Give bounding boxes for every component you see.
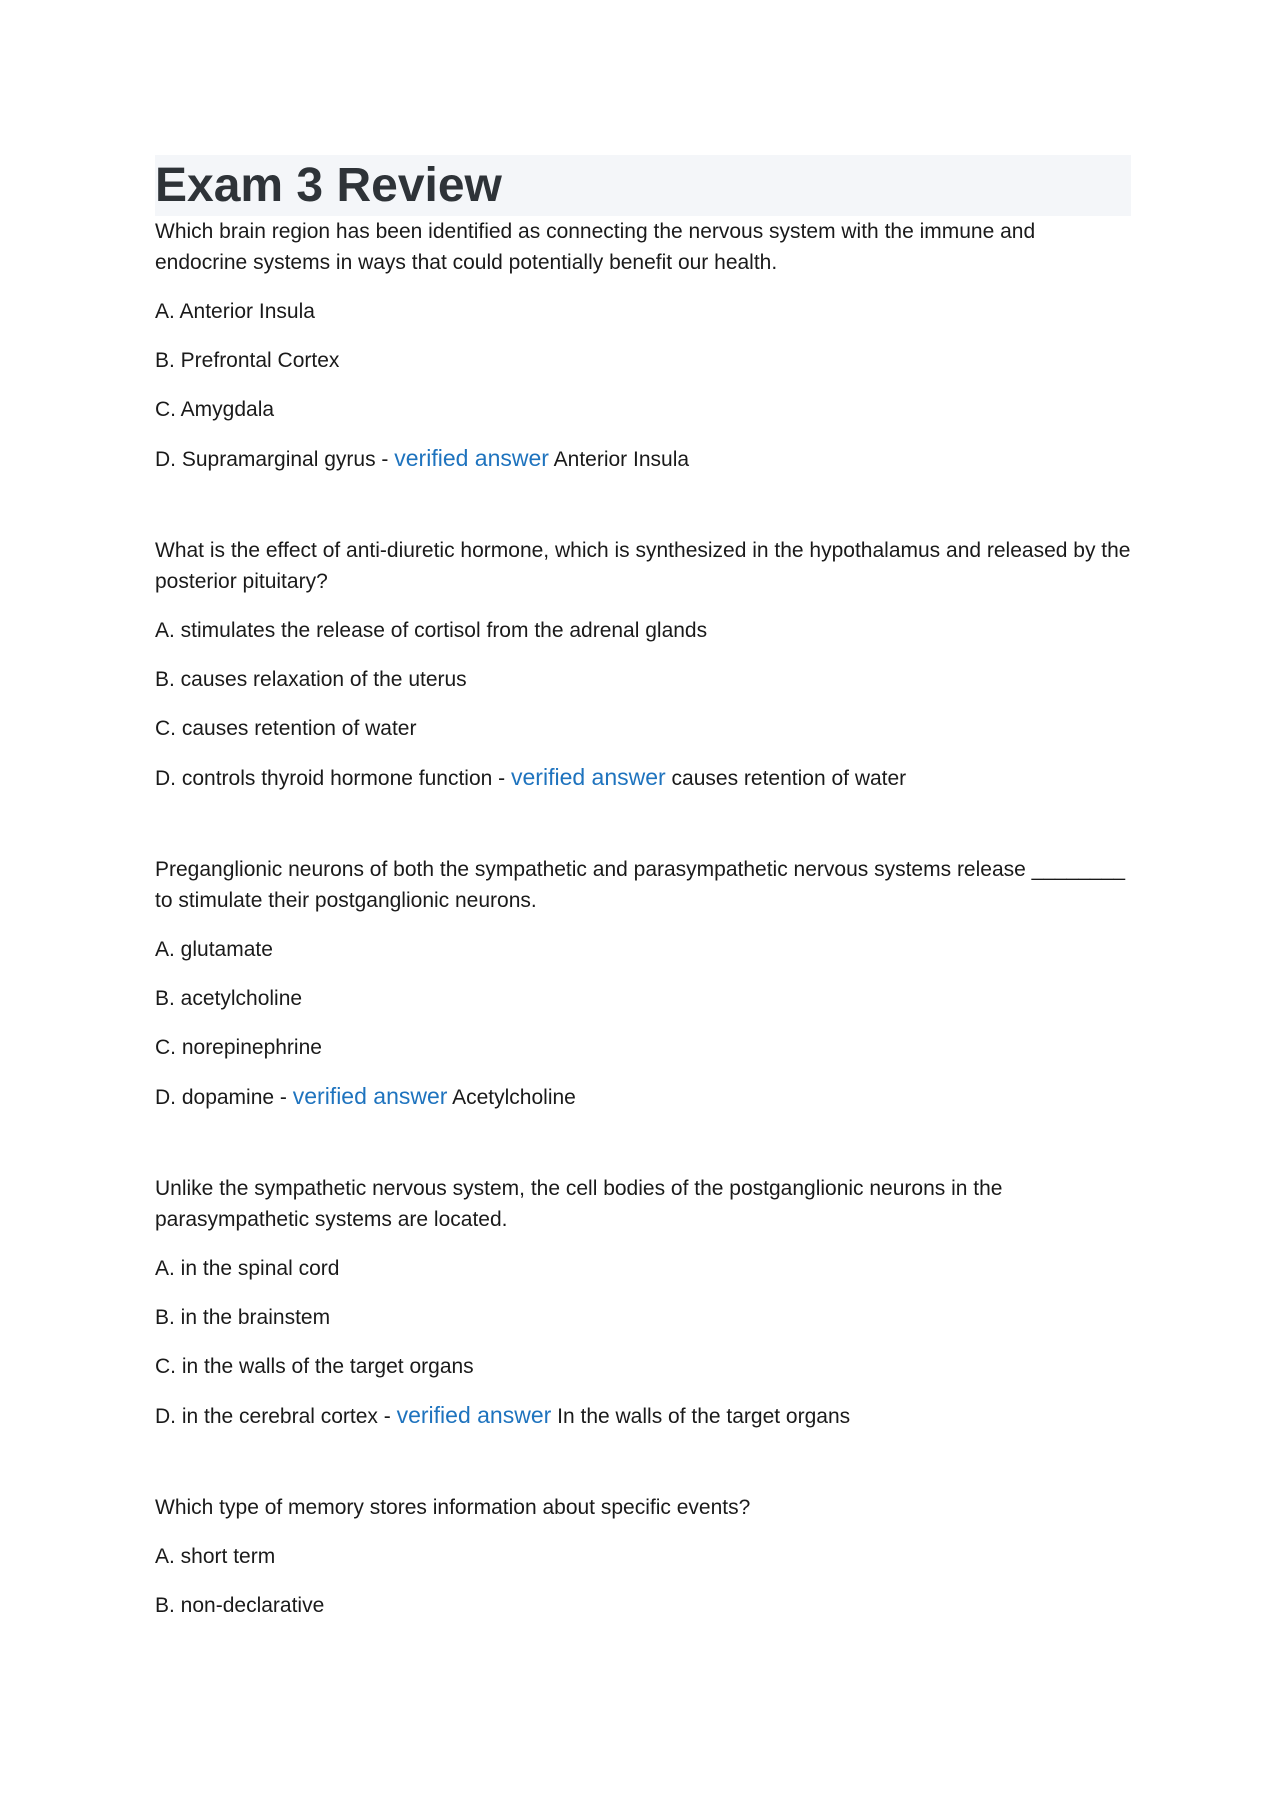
option-label: B. acetylcholine: [155, 987, 303, 1010]
question-spacer: [155, 1450, 1131, 1492]
verified-answer-label: verified answer: [396, 1402, 552, 1428]
verified-answer-label: verified answer: [394, 445, 549, 471]
option-label: A. Anterior Insula: [155, 300, 315, 323]
option-label: D. dopamine: [155, 1086, 275, 1109]
answer-option: [155, 345, 1131, 376]
verified-answer-label: verified answer: [292, 1083, 448, 1109]
title-bar: [155, 155, 1131, 216]
answer-option: [155, 713, 1131, 744]
question-list: [155, 216, 1131, 1621]
answer-option: [155, 983, 1131, 1014]
question-text: Preganglionic neurons of both the sympathetic and parasympathetic nervous systems release ________ to stimulate their postganglionic neurons.: [155, 858, 1126, 912]
question-text: Which type of memory stores information about specific events?: [155, 1496, 751, 1519]
option-label: B. non-declarative: [155, 1594, 325, 1617]
answer-option: [155, 394, 1131, 425]
option-label: C. norepinephrine: [155, 1036, 322, 1059]
question-block: [155, 854, 1131, 1113]
correct-answer: Anterior Insula: [553, 448, 690, 471]
question-spacer: [155, 812, 1131, 854]
correct-answer: Acetylcholine: [452, 1086, 576, 1109]
option-label: A. in the spinal cord: [155, 1257, 340, 1280]
answer-option: [155, 934, 1131, 965]
verified-answer-label: verified answer: [511, 764, 666, 790]
answer-option: [155, 1302, 1131, 1333]
correct-answer: causes retention of water: [671, 767, 907, 790]
answer-option: [155, 1590, 1131, 1621]
answer-separator: -: [375, 448, 395, 471]
answer-option: [155, 1541, 1131, 1572]
option-label: C. in the walls of the target organs: [155, 1355, 474, 1378]
answer-option: [155, 1253, 1131, 1284]
page-title: Exam 3 Review: [155, 159, 502, 212]
answer-option: [155, 443, 1131, 475]
question-text: What is the effect of anti-diuretic hormone, which is synthesized in the hypothalamus and released by the posterior pituitary?: [155, 539, 1131, 593]
answer-option: [155, 1351, 1131, 1382]
option-label: B. in the brainstem: [155, 1306, 331, 1329]
answer-option: [155, 296, 1131, 327]
answer-option: [155, 1081, 1131, 1113]
option-label: D. in the cerebral cortex: [155, 1405, 378, 1428]
option-label: B. Prefrontal Cortex: [155, 349, 340, 372]
answer-option: [155, 762, 1131, 794]
document-page: [155, 155, 1131, 1639]
option-label: D. Supramarginal gyrus: [155, 448, 376, 471]
option-label: C. causes retention of water: [155, 717, 417, 740]
option-label: C. Amygdala: [155, 398, 275, 421]
answer-option: [155, 1032, 1131, 1063]
question-spacer: [155, 493, 1131, 535]
correct-answer: In the walls of the target organs: [557, 1405, 851, 1428]
question-block: [155, 535, 1131, 794]
answer-separator: -: [274, 1086, 293, 1109]
answer-separator: -: [377, 1405, 397, 1428]
question-block: [155, 1173, 1131, 1432]
question-spacer: [155, 1131, 1131, 1173]
option-label: A. short term: [155, 1545, 276, 1568]
option-label: A. glutamate: [155, 938, 273, 961]
answer-option: [155, 1400, 1131, 1432]
option-label: D. controls thyroid hormone function: [155, 767, 493, 790]
answer-option: [155, 615, 1131, 646]
option-label: B. causes relaxation of the uterus: [155, 668, 467, 691]
question-block: [155, 216, 1131, 475]
option-label: A. stimulates the release of cortisol from the adrenal glands: [155, 619, 708, 642]
answer-separator: -: [492, 767, 512, 790]
question-block: [155, 1492, 1131, 1621]
question-text: Unlike the sympathetic nervous system, the cell bodies of the postganglionic neurons in the parasympathetic systems are located.: [155, 1177, 1003, 1231]
question-text: Which brain region has been identified as connecting the nervous system with the immune and endocrine systems in ways that could potentially benefit our health.: [155, 220, 1036, 274]
answer-option: [155, 664, 1131, 695]
